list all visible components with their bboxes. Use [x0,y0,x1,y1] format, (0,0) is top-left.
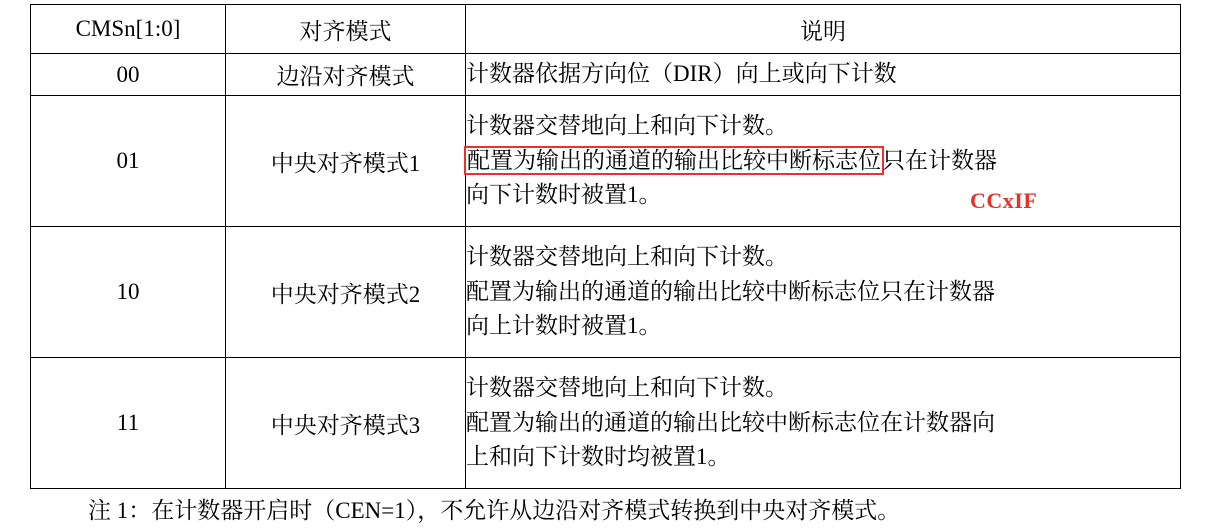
description-line: 上和向下计数时均被置1。 [466,444,731,470]
cell-code: 00 [31,54,226,96]
description-line: 计数器依据方向位（DIR）向上或向下计数 [466,61,897,87]
description-line: 配置为输出的通道的输出比较中断标志位只在计数器 [466,278,995,304]
cell-mode: 中央对齐模式3 [226,358,466,489]
cell-description [466,227,1181,358]
cell-code: 01 [31,96,226,227]
cell-description [466,96,1181,227]
table-row [31,227,1181,358]
description-line-highlighted [466,144,1180,179]
header-cell-description: 说明 [466,5,1181,54]
annotation-ccxif-label: CCxIF [970,188,1038,213]
cell-mode: 中央对齐模式1 [226,96,466,227]
table-row [31,358,1181,489]
table-footnote: 注 1：在计数器开启时（CEN=1），不允许从边沿对齐模式转换到中央对齐模式。 [88,498,901,523]
header-cell-cmsn: CMSn[1:0] [31,5,226,54]
description-line-tail: 只在计数器 [882,147,997,173]
cell-description [466,358,1181,489]
cell-code: 10 [31,227,226,358]
red-highlight-box: 配置为输出的通道的输出比较中断标志位 [464,146,884,176]
cell-mode: 边沿对齐模式 [226,54,466,96]
description-line: 向上计数时被置1。 [466,313,662,339]
header-cell-mode: 对齐模式 [226,5,466,54]
description-line: 计数器交替地向上和向下计数。 [466,374,788,400]
cell-mode: 中央对齐模式2 [226,227,466,358]
cell-code: 11 [31,358,226,489]
alignment-mode-table [30,4,1181,489]
description-line: 配置为输出的通道的输出比较中断标志位在计数器向 [466,409,995,435]
description-line: 向下计数时被置1。 [466,182,662,208]
cell-description [466,54,1181,96]
table-header-row [31,5,1181,54]
description-line: 计数器交替地向上和向下计数。 [466,243,788,269]
table-row [31,54,1181,96]
description-line: 计数器交替地向上和向下计数。 [466,112,788,138]
